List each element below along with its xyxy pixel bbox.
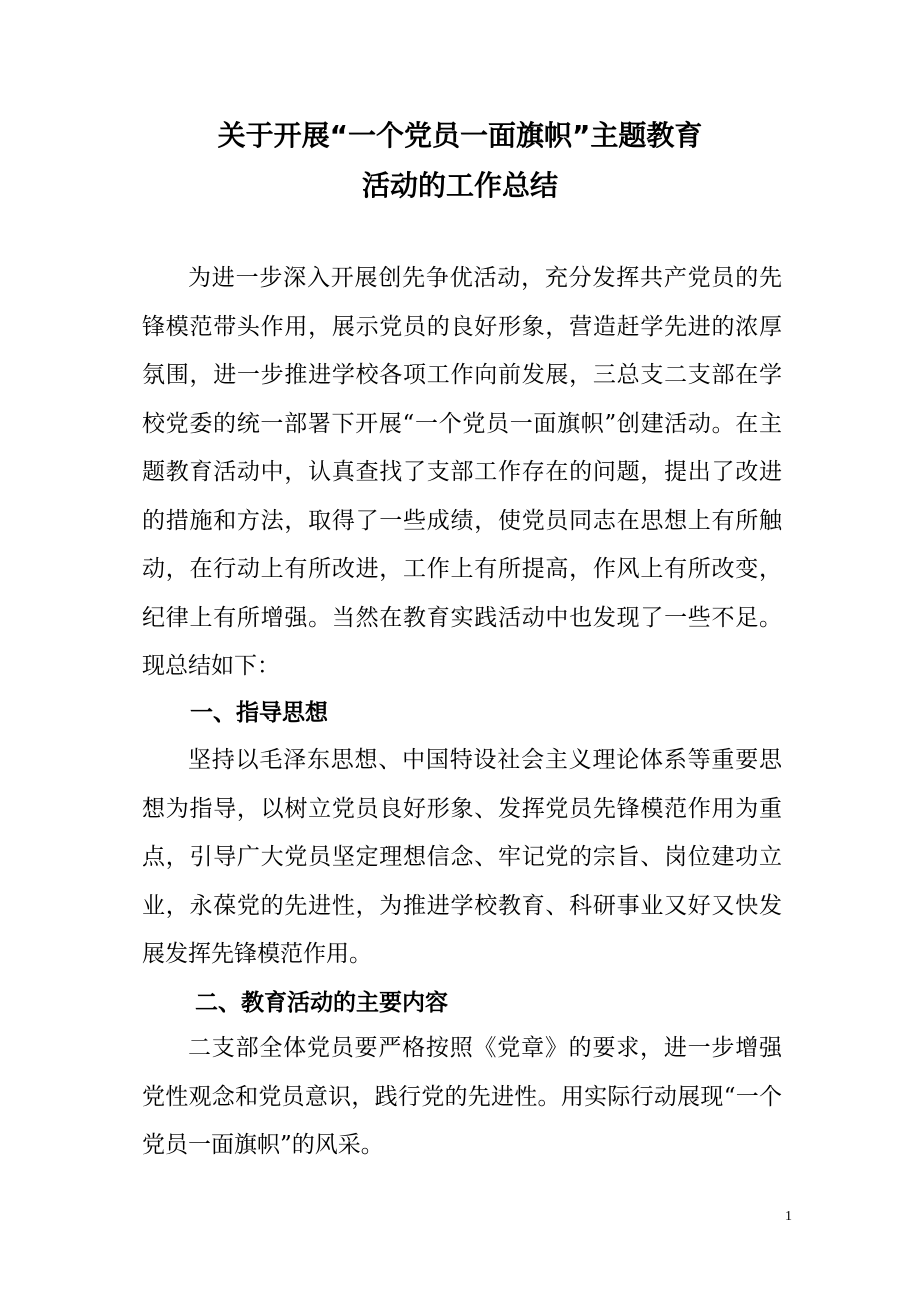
section-2-paragraph: 二支部全体党员要严格按照《党章》的要求，进一步增强党性观念和党员意识，践行党的先进性。用实际行动展现“一个党员一面旗帜”的风采。 (142, 1035, 782, 1158)
section-1-heading: 一、指导思想 (190, 700, 328, 726)
page-number: 1 (785, 1209, 792, 1224)
document-title-line-2: 活动的工作总结 (361, 169, 558, 202)
section-1-paragraph: 坚持以毛泽东思想、中国特设社会主义理论体系等重要思想为指导，以树立党员良好形象、发挥党员先锋模范作用为重点，引导广大党员坚定理想信念、牢记党的宗旨、岗位建功立业，永葆党的先进性，为推进学校教育、科研事业又好又快发展发挥先锋模范作用。 (142, 747, 782, 967)
document-title-line-1: 关于开展“一个党员一面旗帜”主题教育 (217, 119, 703, 152)
section-2-heading: 二、教育活动的主要内容 (195, 990, 448, 1016)
intro-paragraph: 为进一步深入开展创先争优活动，充分发挥共产党员的先锋模范带头作用，展示党员的良好形象，营造赶学先进的浓厚氛围，进一步推进学校各项工作向前发展，三总支二支部在学校党委的统一部署下开展“一个党员一面旗帜”创建活动。在主题教育活动中，认真查找了支部工作存在的问题，提出了改进的措施和方法，取得了一些成绩，使党员同志在思想上有所触动，在行动上有所改进，工作上有所提高，作风上有所改变，纪律上有所增强。当然在教育实践活动中也发现了一些不足。现总结如下： (142, 265, 782, 679)
